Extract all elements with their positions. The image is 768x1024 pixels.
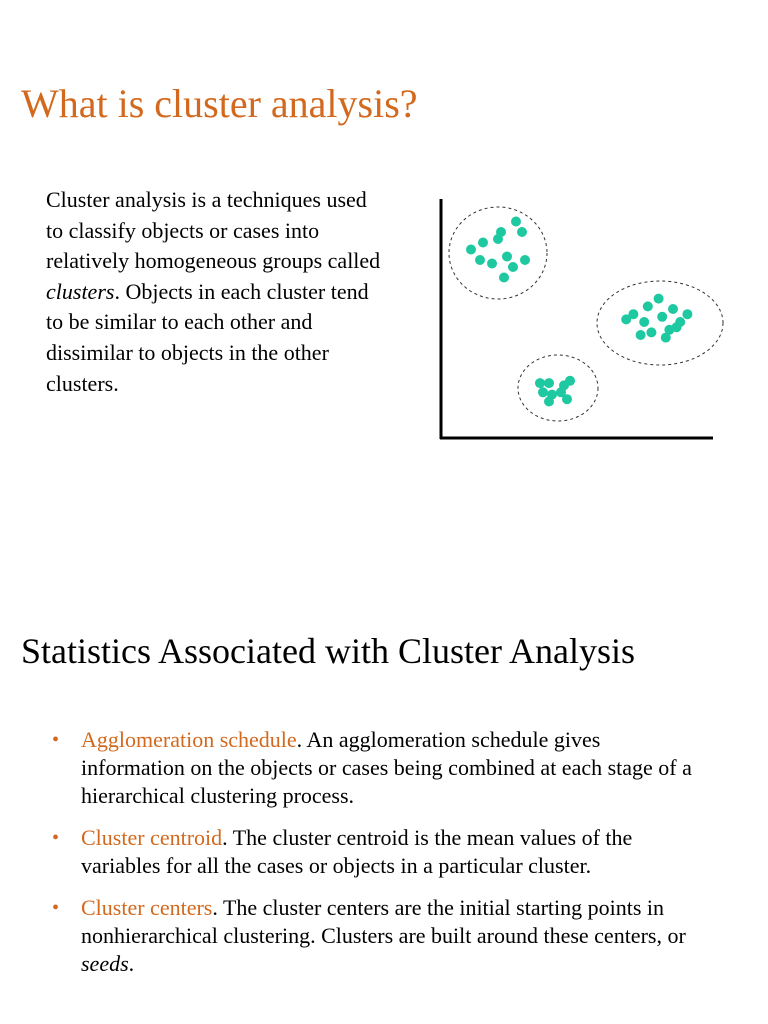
definition-agglomeration-schedule: . An agglomeration schedule gives information on the objects or cases being combined at each stage of a hierarchical clustering process. (81, 727, 692, 808)
cluster-boundary-3 (518, 355, 598, 421)
data-point (672, 322, 682, 332)
bullet-icon: • (52, 897, 60, 919)
term-cluster-centroid: Cluster centroid (81, 825, 223, 850)
cluster-group-3 (518, 355, 598, 421)
data-point (538, 387, 548, 397)
bullet-cluster-centroid (52, 824, 692, 880)
data-point (544, 378, 554, 388)
definition-cluster-centroid: . The cluster centroid is the mean values of the variables for all the cases or objects in a particular cluster. (81, 825, 633, 878)
data-point (562, 394, 572, 404)
intro-text-start: Cluster analysis is a techniques used to classify objects or cases into relatively homogeneous groups called (46, 187, 381, 274)
slide-statistics-cluster-analysis (0, 600, 768, 1024)
cluster-group-1 (449, 207, 547, 299)
term-cluster-centers: Cluster centers (81, 895, 213, 920)
data-point (499, 273, 509, 283)
data-point (520, 255, 530, 265)
data-point (621, 314, 631, 324)
data-point (661, 333, 671, 343)
term-seeds: seeds (81, 951, 129, 976)
data-point (654, 294, 664, 304)
data-point (487, 259, 497, 269)
data-point (517, 227, 527, 237)
data-point (544, 397, 554, 407)
data-point (639, 317, 649, 327)
definition-cluster-centers: . The cluster centers are the initial starting points in nonhierarchical clustering. Clusters are built around these centers, or (81, 895, 686, 948)
data-point (478, 238, 488, 248)
bullet-list (52, 726, 692, 992)
intro-text-end: . Objects in each cluster tend to be similar to each other and dissimilar to objects in the other clusters. (46, 278, 369, 396)
data-point (511, 217, 521, 227)
definition-cluster-centers-end: . (128, 951, 135, 976)
cluster-boundary-1 (449, 207, 547, 299)
data-point (668, 304, 678, 314)
data-point (496, 227, 506, 237)
data-point (508, 262, 518, 272)
bullet-cluster-centers (52, 894, 692, 978)
data-point (535, 378, 545, 388)
bullet-agglomeration-schedule (52, 726, 692, 810)
data-point (466, 245, 476, 255)
slide-title: What is cluster analysis? (21, 81, 418, 126)
data-point (643, 301, 653, 311)
data-point (682, 309, 692, 319)
term-agglomeration-schedule: Agglomeration schedule (81, 727, 297, 752)
data-point (657, 312, 667, 322)
cluster-boundary-2 (597, 281, 723, 365)
cluster-group-2 (597, 281, 723, 365)
slide-title: Statistics Associated with Cluster Analysis (21, 631, 635, 671)
data-point (646, 327, 656, 337)
bullet-icon: • (52, 729, 60, 751)
data-point (475, 255, 485, 265)
bullet-icon: • (52, 827, 60, 849)
data-point (502, 252, 512, 262)
intro-term-clusters: clusters (46, 278, 115, 304)
data-point (565, 376, 575, 386)
data-point (636, 330, 646, 340)
